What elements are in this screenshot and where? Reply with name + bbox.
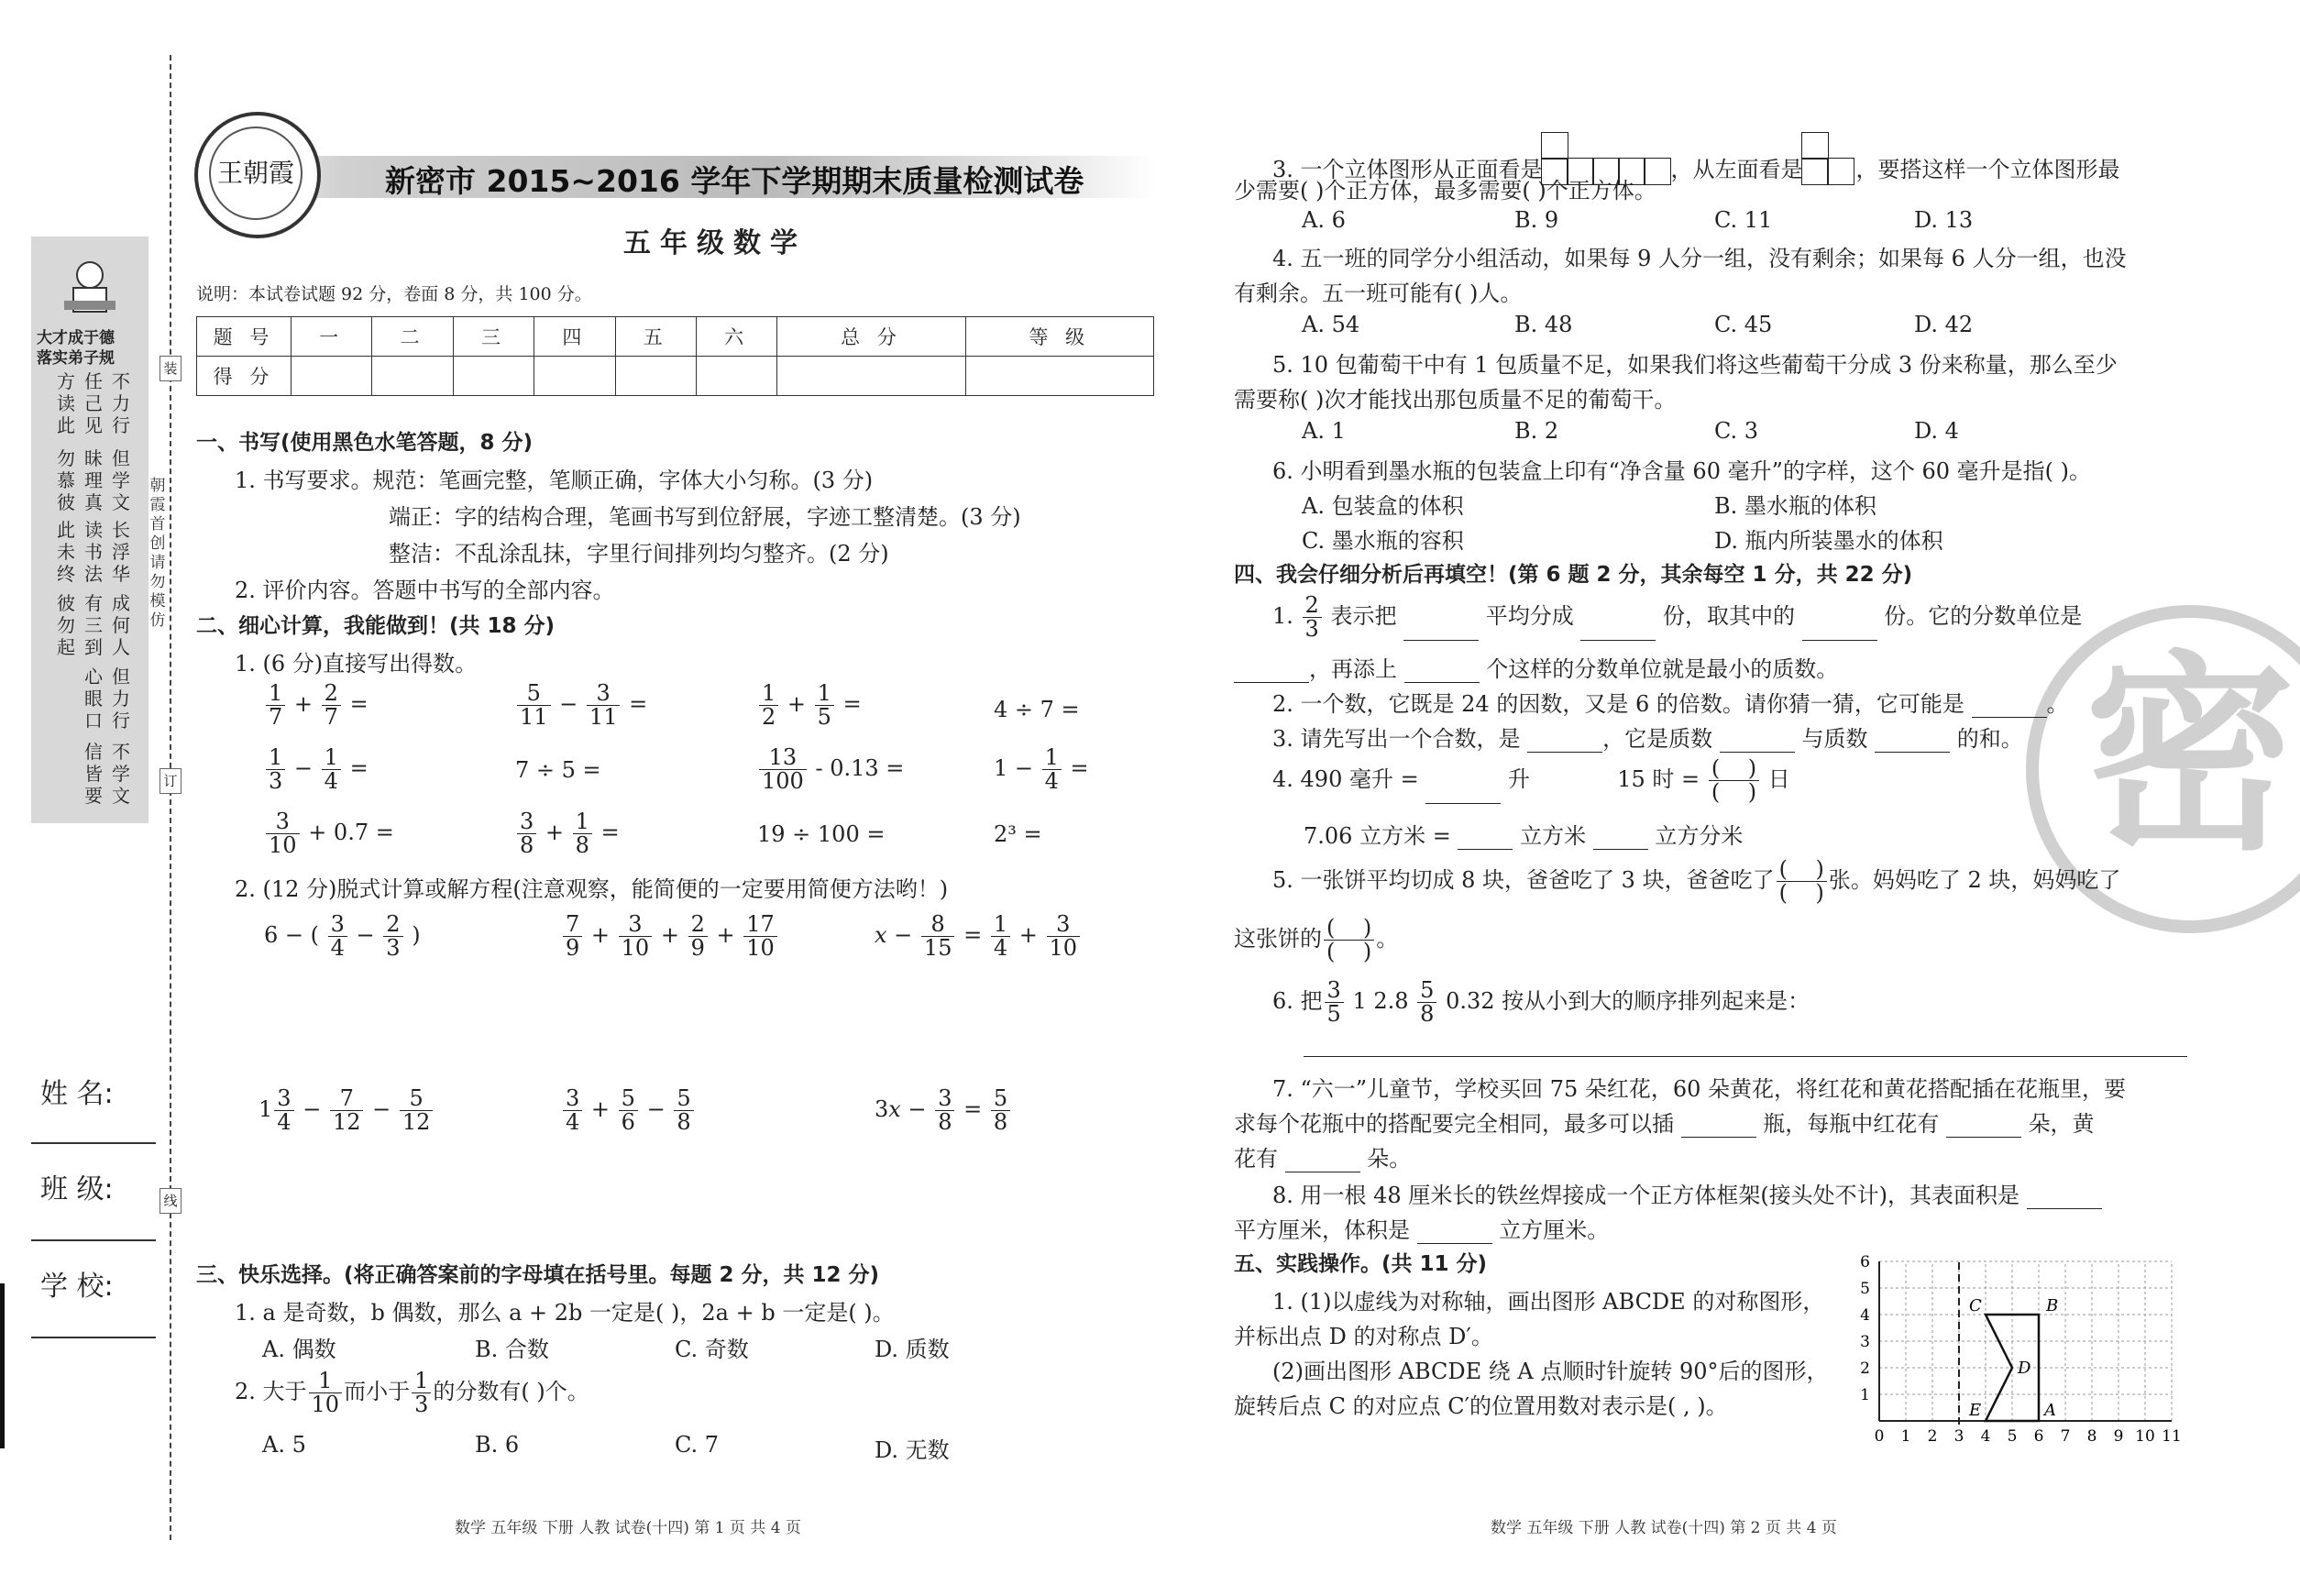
answer-line[interactable]: [1304, 1056, 2187, 1057]
calc-item: $\frac{5}{11}$ − $\frac{3}{11}$ =: [515, 682, 647, 729]
fraction-blank[interactable]: $\frac{( )}{( )}$: [1777, 858, 1827, 905]
r-q3-text: ，从左面看是: [1670, 157, 1803, 182]
y-tick-label: 6: [1860, 1254, 1870, 1271]
table-cell: 题 号: [197, 317, 292, 357]
s4-q5-text: 这张饼的: [1234, 926, 1322, 952]
binding-mark: 订: [160, 768, 182, 794]
fraction: $\frac{5}{12}$: [400, 1087, 434, 1134]
s4-q1-text: 份。它的分数单位是: [1884, 603, 2083, 630]
answer-blank[interactable]: [1946, 1118, 2021, 1138]
r-q3-text: ，要搭这样一个立体图形最: [1855, 157, 2120, 182]
s4-q6-text: 1 2.8: [1352, 988, 1409, 1015]
fraction: $\frac{3}{11}$: [587, 682, 621, 729]
fraction: $\frac{5}{6}$: [619, 1087, 638, 1134]
motto-top-2: 落实弟子规: [37, 349, 115, 368]
s4-q6-text: 0.32 按从小到大的顺序排列起来是：: [1446, 988, 1810, 1015]
fraction: $\frac{7}{12}$: [330, 1087, 364, 1134]
answer-blank[interactable]: [1417, 1225, 1492, 1244]
grid-svg: [1852, 1254, 2200, 1447]
section-3-heading: 三、快乐选择。(将正确答案前的字母填在括号里。每题 2 分，共 12 分): [196, 1263, 880, 1287]
expr-item: $\frac{3}{4}$ + $\frac{5}{6}$ − $\frac{5}{8}$: [561, 1087, 696, 1134]
expr-item: $\frac{7}{9}$ + $\frac{3}{10}$ + $\frac{2}{9}$ + $\frac{17}{10}$: [561, 913, 779, 960]
calc-item: [757, 746, 904, 793]
scholar-illustration: [59, 255, 121, 319]
answer-blank[interactable]: [1404, 664, 1480, 683]
option: C. 7: [675, 1432, 720, 1458]
calc-text: + 0.7 =: [308, 820, 394, 846]
option: B. 6: [475, 1432, 520, 1458]
point-label: A: [2044, 1401, 2056, 1420]
motto-col: 长浮华: [112, 519, 130, 585]
r-q6: 6. 小明看到墨水瓶的包装盒上印有“净含量 60 毫升”的字样，这个 60 毫升是指( )。: [1272, 458, 2092, 484]
s4-q2: 2. 一个数，它既是 24 的因数，又是 6 的倍数。请你猜一猜，它可能是 。: [1272, 691, 2069, 717]
motto-col: 但力行: [112, 666, 130, 732]
calc-item: 19 ÷ 100 =: [757, 821, 886, 847]
x-tick-label: 2: [1927, 1427, 1938, 1446]
fraction: $\frac{1}{8}$: [573, 810, 592, 857]
class-field[interactable]: [31, 1239, 156, 1241]
motto-col: 心眼口: [84, 666, 103, 732]
option: C. 奇数: [675, 1337, 749, 1362]
fraction: $\frac{3}{4}$: [328, 913, 347, 960]
motto-col: 成何人: [112, 592, 130, 658]
table-row: [197, 357, 1154, 396]
side-view-figure: [1803, 132, 1856, 183]
score-input[interactable]: [292, 357, 372, 396]
motto-col: 任己见: [84, 370, 103, 436]
s5-q1d: 旋转后点 C 的对应点 C′的位置用数对表示是( , )。: [1234, 1393, 1728, 1419]
motto-col: 不力行: [112, 370, 130, 436]
option: D. 瓶内所装墨水的体积: [1714, 528, 1943, 554]
fraction: $\frac{1}{4}$: [991, 913, 1010, 960]
s5-q1b: 并标出点 D 的对称点 D′。: [1234, 1324, 1493, 1349]
table-cell: 四: [534, 317, 615, 357]
x-tick-label: 5: [2007, 1427, 2018, 1446]
fraction: $\frac{5}{8}$: [991, 1087, 1010, 1134]
point-label: D: [2018, 1359, 2031, 1378]
option: A. 包装盒的体积: [1302, 493, 1464, 519]
calc-item: $\frac{1}{3}$ − $\frac{1}{4}$ =: [264, 746, 369, 793]
option: C. 45: [1714, 312, 1773, 337]
footer-right: 数学 五年级 下册 人教 试卷(十四) 第 2 页 共 4 页: [1491, 1519, 1837, 1537]
s4-q8-text: 8. 用一根 48 厘米长的铁丝焊接成一个正方体框架(接头处不计)，其表面积是: [1272, 1183, 2020, 1208]
s4-q1-text: 个这样的分数单位就是最小的质数。: [1486, 656, 1839, 682]
table-row: [197, 317, 1154, 357]
s4-q7-text: 瓶，每瓶中红花有: [1763, 1111, 1940, 1137]
option: D. 质数: [875, 1337, 950, 1362]
calc-item: 7 ÷ 5 =: [515, 757, 601, 783]
s4-q4-text: 升: [1507, 766, 1530, 793]
answer-blank[interactable]: [1593, 831, 1648, 850]
fraction: $\frac{1}{2}$: [759, 682, 778, 729]
option: B. 9: [1514, 207, 1559, 233]
calc-item: 4 ÷ 7 =: [994, 697, 1080, 722]
fraction: $\frac{13}{100}$: [759, 746, 807, 793]
s4-q5-text: 5. 一张饼平均切成 8 块，爸爸吃了 3 块，爸爸吃了: [1272, 867, 1775, 894]
x-tick-label: 7: [2060, 1427, 2071, 1446]
score-input[interactable]: [696, 357, 776, 396]
motto-col: 读书法: [84, 519, 103, 585]
x-tick-label: 11: [2162, 1427, 2182, 1446]
r-q4a: 4. 五一班的同学分小组活动，如果每 9 人分一组，没有剩余；如果每 6 人分一组，也没: [1272, 246, 2127, 271]
s4-q3-text: 3. 请先写出一个合数，是: [1272, 726, 1521, 752]
s1-q1b: 端正：字的结构合理，笔画书写到位舒展，字迹工整清楚。(3 分): [389, 504, 1021, 530]
x-tick-label: 4: [1980, 1427, 1991, 1446]
page-subtitle: 五年级数学: [623, 227, 807, 259]
motto-col: 但学文: [112, 447, 130, 513]
option: A. 6: [1302, 207, 1346, 233]
point-label: B: [2046, 1296, 2059, 1315]
s4-q4-cont: [1304, 818, 1743, 850]
answer-blank[interactable]: [1285, 1153, 1360, 1172]
y-tick-label: 2: [1860, 1359, 1870, 1378]
answer-blank[interactable]: [1802, 622, 1877, 641]
s4-q1: 1. $\frac{2}{3}$ 表示把 平均分成 份，取其中的 份。它的分数单位是: [1272, 592, 2083, 643]
r-q5a: 5. 10 包葡萄干中有 1 包质量不足，如果我们将这些葡萄干分成 3 份来称量，那么至少: [1272, 352, 2118, 378]
fraction: $\frac{1}{4}$: [1042, 746, 1062, 793]
answer-blank[interactable]: [1403, 622, 1479, 641]
answer-blank[interactable]: [1972, 699, 2047, 718]
motto-col: 信皆要: [84, 741, 103, 807]
calc-item: 2³ =: [994, 821, 1042, 847]
fraction: $\frac{3}{4}$: [274, 1087, 293, 1134]
answer-blank[interactable]: [2027, 1190, 2102, 1209]
expr-item: 3x − $\frac{3}{8}$ = $\frac{5}{8}$: [875, 1087, 1012, 1134]
fraction: $\frac{7}{9}$: [563, 913, 582, 960]
expr-item: 1 $\frac{3}{4}$ − $\frac{7}{12}$ − $\frac{5}{12}$: [259, 1087, 435, 1134]
r-q3d: 少需要( )个正方体，最多需要( )个正方体。: [1234, 178, 1656, 204]
page-title: 新密市 2015~2016 学年下学期期末质量检测试卷: [385, 163, 1084, 199]
s4-q4-text: 7.06 立方米 =: [1304, 823, 1451, 849]
answer-blank[interactable]: [1527, 733, 1602, 753]
score-input[interactable]: [965, 357, 1153, 396]
motto-col: 彼勿起: [57, 592, 75, 658]
option: B. 合数: [475, 1337, 549, 1362]
x-tick-label: 1: [1900, 1427, 1911, 1446]
fraction: $\frac{1}{7}$: [266, 682, 285, 729]
motto-col: 此未终: [57, 519, 75, 585]
name-label: 姓 名:: [40, 1078, 114, 1110]
x-tick-label: 9: [2113, 1427, 2124, 1446]
s4-q5-cont: 这张饼的 $\frac{( )}{( )}$ 。: [1234, 915, 1399, 965]
s4-q4-text: 4. 490 毫升 =: [1272, 766, 1419, 793]
s4-q5-text: 张。妈妈吃了 2 块，妈妈吃了: [1828, 867, 2121, 894]
fraction: $\frac{3}{5}$: [1325, 979, 1344, 1026]
s5-q1c: (2)画出图形 ABCDE 绕 A 点顺时针旋转 90°后的图形，: [1272, 1359, 1829, 1384]
s4-q7-text: 求每个花瓶中的搭配要完全相同，最多可以插: [1234, 1111, 1674, 1137]
logo-text: 王朝霞: [209, 127, 303, 220]
x-tick-label: 3: [1953, 1427, 1964, 1446]
motto-col: 有三到: [84, 592, 103, 658]
x-tick-label: 10: [2135, 1427, 2155, 1446]
s2-q1: 1. (6 分)直接写出得数。: [235, 651, 478, 677]
fraction: $\frac{1}{4}$: [322, 746, 341, 793]
table-cell: 五: [615, 317, 696, 357]
section-1-heading: 一、书写(使用黑色水笔答题，8 分): [196, 431, 534, 455]
s4-q7-text: 朵。: [1367, 1146, 1412, 1172]
option: D. 无数: [875, 1437, 950, 1463]
option: B. 墨水瓶的体积: [1714, 493, 1876, 519]
option: C. 墨水瓶的容积: [1302, 528, 1464, 554]
fraction: $\frac{2}{9}$: [688, 913, 708, 960]
answer-blank[interactable]: [1720, 733, 1795, 753]
score-input[interactable]: [777, 357, 965, 396]
answer-blank[interactable]: [1234, 664, 1309, 683]
s4-q1-text: 份，取其中的: [1663, 603, 1796, 630]
s4-q2-text: 2. 一个数，它既是 24 的因数，又是 6 的倍数。请你猜一猜，它可能是: [1272, 691, 1964, 717]
fraction-blank[interactable]: $\frac{( )}{( )}$: [1709, 757, 1759, 804]
table-cell: 六: [696, 317, 776, 357]
s4-q4-text: 立方分米: [1655, 823, 1744, 849]
s4-q8-text: 平方厘米，体积是: [1234, 1217, 1410, 1243]
s3-q2-text: 2. 大于: [235, 1379, 307, 1405]
y-tick-label: 5: [1860, 1280, 1870, 1298]
s4-q1-cont: [1234, 651, 1838, 683]
fraction-blank[interactable]: $\frac{( )}{( )}$: [1324, 917, 1374, 963]
school-label: 学 校:: [40, 1271, 114, 1303]
s4-q7b: [1234, 1106, 2095, 1138]
no-copy-note: 朝霞首创 请勿模仿: [149, 477, 166, 630]
y-tick-label: 1: [1860, 1386, 1870, 1404]
table-cell: 二: [372, 317, 453, 357]
motto-col: 昧理真: [84, 447, 103, 513]
score-input[interactable]: [534, 357, 615, 396]
fraction: $\frac{2}{7}$: [322, 682, 341, 729]
r-q3-text: 3. 一个立体图形从正面看是: [1272, 157, 1543, 182]
s3-q1: 1. a 是奇数，b 偶数，那么 a + 2b 一定是( )，2a + b 一定是( )。: [235, 1300, 895, 1326]
s4-q3: [1272, 721, 2023, 753]
s4-q4-text: 15 时 =: [1617, 766, 1700, 793]
option: A. 1: [1302, 418, 1346, 444]
s4-q3-text: 与质数: [1801, 726, 1868, 752]
s1-q1c: 整洁：不乱涂乱抹，字里行间排列均匀整齐。(2 分): [389, 541, 889, 567]
section-5-heading: 五、实践操作。(共 11 分): [1234, 1252, 1488, 1276]
score-table: [196, 316, 1154, 396]
s4-q8-text: 立方厘米。: [1499, 1217, 1610, 1243]
calc-item: $\frac{1}{7}$ + $\frac{2}{7}$ =: [264, 682, 369, 729]
s4-q8b: [1234, 1212, 1609, 1244]
s4-q5: [1272, 858, 2120, 905]
binding-mark: 线: [160, 1188, 182, 1214]
fraction: $\frac{3}{10}$: [619, 913, 653, 960]
expr-item: x − $\frac{8}{15}$ = $\frac{1}{4}$ + $\frac{3}{10}$: [875, 913, 1082, 960]
footer-left: 数学 五年级 下册 人教 试卷(十四) 第 1 页 共 4 页: [455, 1519, 801, 1537]
school-field[interactable]: [31, 1337, 156, 1338]
calc-item: $\frac{3}{8}$ + $\frac{1}{8}$ =: [515, 810, 620, 857]
s4-q7-text: 朵，黄: [2028, 1111, 2095, 1137]
motto-col: 勿慕彼: [57, 447, 75, 513]
calc-text: - 0.13 =: [815, 755, 905, 782]
s4-q4-text: 日: [1767, 766, 1790, 793]
binding-dash-line: [170, 55, 171, 1540]
answer-blank[interactable]: [1681, 1118, 1756, 1138]
s3-q2-text: 的分数有( )个。: [433, 1379, 589, 1405]
calc-item: 1 − $\frac{1}{4}$ =: [994, 744, 1089, 795]
s4-q7c: [1234, 1140, 1411, 1172]
exam-note: 说明：本试卷试题 92 分，卷面 8 分，共 100 分。: [196, 284, 592, 304]
score-input[interactable]: [453, 357, 534, 396]
option: D. 4: [1914, 418, 1959, 444]
s4-q1-text: ，再添上: [1309, 656, 1397, 682]
table-cell: 一: [292, 317, 372, 357]
score-input[interactable]: [615, 357, 696, 396]
motto-col: 不学文: [112, 741, 130, 807]
s4-q8a: [1272, 1177, 2102, 1209]
answer-blank[interactable]: [1580, 622, 1656, 641]
calc-item: [264, 810, 394, 857]
s2-q2: 2. (12 分)脱式计算或解方程(注意观察，能简便的一定要用简便方法哟！): [235, 876, 949, 902]
point-label: C: [1969, 1296, 1982, 1315]
section-2-heading: 二、细心计算，我能做到！(共 18 分): [196, 614, 556, 638]
fraction: $\frac{2}{3}$: [383, 913, 402, 960]
s4-q7-text: 花有: [1234, 1146, 1278, 1172]
s4-q1-text: 表示把: [1330, 603, 1397, 630]
s4-q4-text: 立方米: [1520, 823, 1587, 849]
expr-item: 6 − ( $\frac{3}{4}$ − $\frac{2}{3}$ ): [264, 911, 421, 962]
table-cell: 三: [453, 317, 534, 357]
option: B. 48: [1514, 312, 1573, 337]
s4-q3-text: ，它是质数: [1602, 726, 1713, 752]
fraction: $\frac{17}{10}$: [743, 913, 777, 960]
class-label: 班 级:: [40, 1173, 114, 1205]
option: B. 2: [1514, 418, 1559, 444]
r-q4b: 有剩余。五一班可能有( )人。: [1234, 281, 1523, 306]
s5-q1a: 1. (1)以虚线为对称轴，画出图形 ABCDE 的对称图形，: [1272, 1289, 1825, 1315]
y-tick-label: 3: [1860, 1333, 1870, 1351]
fraction: $\frac{3}{8}$: [517, 810, 536, 857]
binding-mark: 装: [160, 356, 182, 381]
fraction: $\frac{1}{10}$: [309, 1370, 343, 1416]
fraction: $\frac{5}{8}$: [1417, 979, 1436, 1026]
s4-q3-text: 的和。: [1956, 726, 2023, 752]
fraction: $\frac{8}{15}$: [921, 913, 955, 960]
score-input[interactable]: [372, 357, 453, 396]
s3-q2: [235, 1370, 589, 1416]
table-cell: 等 级: [965, 317, 1153, 357]
s1-q1: 1. 书写要求。规范：笔画完整，笔顺正确，字体大小匀称。(3 分): [235, 468, 874, 493]
binding-margin: [0, 0, 170, 1596]
s4-q7a: 7. “六一”儿童节，学校买回 75 朵红花，60 朵黄花，将红花和黄花搭配插在花瓶里，要: [1272, 1076, 2127, 1102]
answer-blank[interactable]: [1458, 831, 1513, 850]
fraction: $\frac{3}{8}$: [935, 1087, 954, 1134]
option: D. 13: [1914, 207, 1974, 233]
point-label: E: [1969, 1401, 1982, 1420]
x-tick-label: 0: [1874, 1427, 1885, 1446]
fraction: $\frac{5}{11}$: [517, 682, 551, 729]
edge-bar: [0, 1283, 5, 1448]
s1-q2: 2. 评价内容。答题中书写的全部内容。: [235, 578, 615, 603]
s4-q6: [1272, 979, 1810, 1026]
s3-q2-text: 而小于: [344, 1379, 411, 1405]
r-q5b: 需要称( )次才能找出那包质量不足的葡萄干。: [1234, 387, 1677, 413]
option: C. 11: [1714, 207, 1773, 233]
table-cell: 得 分: [197, 357, 292, 396]
fraction: $\frac{2}{3}$: [1303, 594, 1322, 641]
motto-top-1: 大才成于德: [37, 329, 115, 347]
fraction: $\frac{3}{10}$: [1047, 913, 1081, 960]
s4-q6-text: 6. 把: [1272, 988, 1323, 1015]
s4-q4: [1272, 757, 1790, 804]
fraction: $\frac{3}{4}$: [563, 1087, 582, 1134]
option: A. 5: [262, 1432, 306, 1458]
answer-blank[interactable]: [1875, 733, 1950, 753]
option: D. 42: [1914, 312, 1974, 337]
secret-stamp: 密: [2026, 605, 2300, 933]
fraction: $\frac{3}{10}$: [266, 810, 300, 857]
name-field[interactable]: [31, 1142, 156, 1144]
fraction: $\frac{5}{8}$: [674, 1087, 693, 1134]
coordinate-grid: [1852, 1254, 2200, 1452]
table-cell: 总 分: [777, 317, 965, 357]
fraction: $\frac{1}{5}$: [815, 682, 834, 729]
s4-q1-text: 平均分成: [1485, 603, 1574, 630]
answer-blank[interactable]: [1425, 785, 1501, 804]
option: C. 3: [1714, 418, 1759, 444]
section-4-heading: 四、我会仔细分析后再填空！(第 6 题 2 分，其余每空 1 分，共 22 分): [1234, 563, 1913, 587]
option: A. 54: [1302, 312, 1360, 337]
motto-col: 方读此: [57, 370, 75, 436]
x-tick-label: 6: [2033, 1427, 2044, 1446]
calc-item: $\frac{1}{2}$ + $\frac{1}{5}$ =: [757, 682, 862, 729]
y-tick-label: 4: [1860, 1306, 1870, 1325]
fraction: $\frac{1}{3}$: [266, 746, 285, 793]
fraction: $\frac{1}{3}$: [412, 1370, 431, 1416]
x-tick-label: 8: [2086, 1427, 2097, 1446]
publisher-logo: [194, 112, 321, 238]
option: A. 偶数: [262, 1337, 336, 1362]
